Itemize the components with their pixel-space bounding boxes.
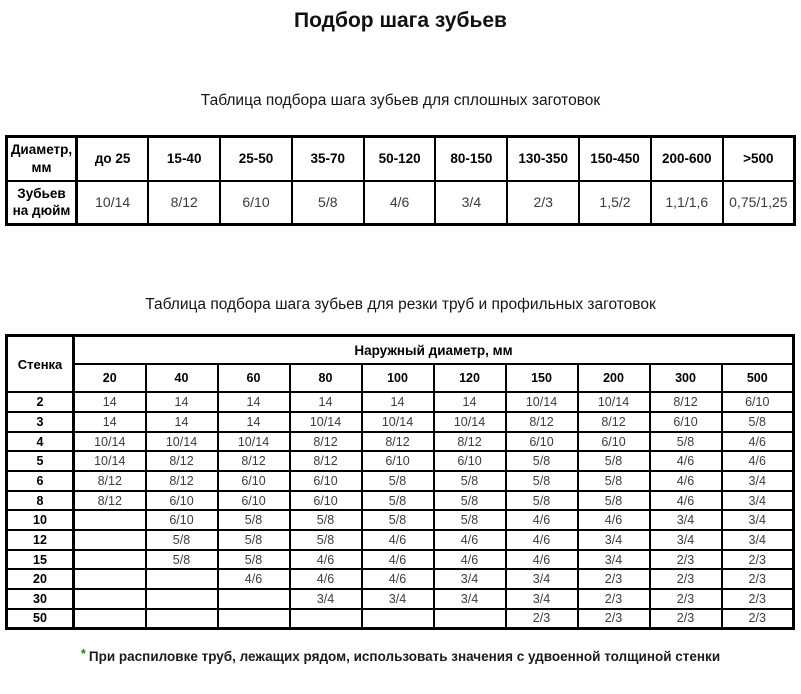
solid-table-header-label: Диаметр, мм	[7, 137, 77, 181]
tube-table-value-cell: 3/4	[290, 589, 362, 609]
tube-table-value-cell: 8/12	[218, 451, 290, 471]
tube-table-row	[7, 609, 794, 629]
tube-table-value-cell: 3/4	[722, 491, 794, 511]
tube-table-value-cell: 3/4	[722, 530, 794, 550]
tube-table-column-header: 120	[434, 364, 506, 392]
tube-table-value-cell: 14	[434, 392, 506, 412]
tube-table-value-cell: 6/10	[434, 451, 506, 471]
tube-table-value-cell: 3/4	[650, 510, 722, 530]
tube-table-value-cell: 2/3	[578, 609, 650, 629]
tube-table-row-label: 20	[7, 569, 74, 589]
tube-table-value-cell: 8/12	[362, 432, 434, 452]
tube-table-value-cell: 2/3	[578, 569, 650, 589]
tube-table-value-cell: 6/10	[578, 432, 650, 452]
tube-table-value-cell: 3/4	[722, 471, 794, 491]
tube-table-value-cell: 10/14	[578, 392, 650, 412]
solid-table	[5, 135, 796, 226]
tube-table-value-cell: 4/6	[506, 530, 578, 550]
solid-table-row-label: Зубьев на дюйм	[7, 181, 77, 225]
tube-table-column-header: 40	[146, 364, 218, 392]
tube-table-value-cell: 10/14	[290, 412, 362, 432]
tube-table-row	[7, 412, 794, 432]
tube-table-row-label: 15	[7, 550, 74, 570]
tube-table-column-header: 100	[362, 364, 434, 392]
tube-table-value-cell: 10/14	[362, 412, 434, 432]
tube-table-value-cell: 4/6	[290, 550, 362, 570]
tube-table-subheader-row	[7, 364, 794, 392]
footnote	[0, 646, 801, 664]
solid-table-column-header: до 25	[77, 137, 149, 181]
tube-table-value-cell: 8/12	[74, 491, 146, 511]
tube-table-value-cell	[146, 589, 218, 609]
tube-table-value-cell: 3/4	[506, 589, 578, 609]
tube-table-row-label: 8	[7, 491, 74, 511]
tube-table-value-cell: 3/4	[434, 589, 506, 609]
tube-table-value-cell: 5/8	[218, 510, 290, 530]
tube-table-value-cell: 8/12	[290, 451, 362, 471]
tube-table-group-row	[7, 336, 794, 365]
tube-table-value-cell: 5/8	[146, 550, 218, 570]
solid-table-column-header: 130-350	[507, 137, 579, 181]
tube-table-value-cell	[74, 609, 146, 629]
solid-table-header-row	[7, 137, 795, 181]
solid-table-column-header: 15-40	[148, 137, 220, 181]
tube-table-value-cell: 3/4	[722, 510, 794, 530]
tube-table-value-cell: 4/6	[362, 530, 434, 550]
tube-table-row-label: 4	[7, 432, 74, 452]
tube-table-value-cell	[218, 609, 290, 629]
tube-table-value-cell: 5/8	[578, 471, 650, 491]
tube-table-value-cell: 10/14	[74, 451, 146, 471]
tube-table-value-cell: 3/4	[650, 530, 722, 550]
solid-table-value-cell: 1,5/2	[579, 181, 651, 225]
tube-table-value-cell	[74, 550, 146, 570]
tube-table-value-cell: 5/8	[506, 451, 578, 471]
tube-table-row	[7, 530, 794, 550]
tube-table-value-cell: 2/3	[722, 589, 794, 609]
tube-table-column-header: 200	[578, 364, 650, 392]
tube-table-value-cell: 8/12	[650, 392, 722, 412]
tube-table-column-header: 20	[74, 364, 146, 392]
tube-table-value-cell: 10/14	[506, 392, 578, 412]
tube-table-value-cell: 14	[290, 392, 362, 412]
footnote-asterisk: *	[80, 646, 86, 661]
tube-table-row-label: 3	[7, 412, 74, 432]
tube-table-value-cell: 10/14	[434, 412, 506, 432]
tube-table-value-cell: 5/8	[146, 530, 218, 550]
tube-table-value-cell: 5/8	[434, 471, 506, 491]
tube-table-value-cell: 4/6	[362, 569, 434, 589]
tube-table-value-cell: 2/3	[506, 609, 578, 629]
tube-table-corner-label: Стенка	[7, 336, 74, 393]
tube-table-value-cell: 2/3	[650, 589, 722, 609]
tube-table-value-cell	[74, 569, 146, 589]
tube-table-value-cell: 4/6	[434, 530, 506, 550]
solid-table-column-header: 50-120	[364, 137, 436, 181]
tube-table-value-cell	[218, 589, 290, 609]
tube-table-value-cell: 14	[146, 412, 218, 432]
tube-table-value-cell	[362, 609, 434, 629]
page-title: Подбор шага зубьев	[294, 9, 507, 32]
tube-table-value-cell: 6/10	[722, 392, 794, 412]
tube-table-value-cell: 8/12	[146, 471, 218, 491]
tube-table-row	[7, 589, 794, 609]
tube-table-column-header: 60	[218, 364, 290, 392]
tube-table-value-cell: 5/8	[434, 491, 506, 511]
tube-table-value-cell: 2/3	[650, 609, 722, 629]
tube-table-value-cell: 3/4	[578, 550, 650, 570]
tube-table-value-cell: 3/4	[362, 589, 434, 609]
solid-table-value-cell: 5/8	[292, 181, 364, 225]
tube-table-value-cell: 8/12	[146, 451, 218, 471]
tube-table-row-label: 30	[7, 589, 74, 609]
tube-table-row	[7, 550, 794, 570]
tube-table-value-cell: 2/3	[722, 550, 794, 570]
tube-table-row	[7, 471, 794, 491]
tube-table-value-cell: 6/10	[290, 471, 362, 491]
solid-table-column-header: 200-600	[651, 137, 723, 181]
tube-table-value-cell: 2/3	[650, 550, 722, 570]
tube-table-value-cell: 4/6	[290, 569, 362, 589]
tube-table-value-cell: 10/14	[74, 432, 146, 452]
tube-table-value-cell: 8/12	[74, 471, 146, 491]
tube-table	[5, 334, 795, 630]
tube-table-value-cell: 6/10	[506, 432, 578, 452]
tube-table-value-cell: 5/8	[722, 412, 794, 432]
tube-table-value-cell	[146, 609, 218, 629]
tube-table-row-label: 12	[7, 530, 74, 550]
solid-table-value-cell: 8/12	[148, 181, 220, 225]
tube-table-row-label: 6	[7, 471, 74, 491]
solid-table-column-header: 80-150	[435, 137, 507, 181]
tube-table-row	[7, 392, 794, 412]
tube-table-value-cell: 2/3	[650, 569, 722, 589]
tube-table-value-cell: 6/10	[650, 412, 722, 432]
tube-table-value-cell: 14	[146, 392, 218, 412]
tube-table-value-cell: 8/12	[290, 432, 362, 452]
tube-table-value-cell: 14	[218, 412, 290, 432]
tube-table-body	[7, 336, 794, 629]
tube-table-value-cell: 5/8	[506, 491, 578, 511]
tube-table-row-label: 2	[7, 392, 74, 412]
tube-table-column-header: 80	[290, 364, 362, 392]
solid-table-column-header: 150-450	[579, 137, 651, 181]
tube-table-row	[7, 569, 794, 589]
tube-table-value-cell: 14	[362, 392, 434, 412]
tube-table-group-header: Наружный диаметр, мм	[74, 336, 794, 365]
tube-table-row	[7, 432, 794, 452]
solid-table-value-cell: 10/14	[77, 181, 149, 225]
tube-table-value-cell: 4/6	[650, 491, 722, 511]
tube-table-value-cell: 4/6	[722, 432, 794, 452]
tube-table-value-cell: 5/8	[650, 432, 722, 452]
tube-table-value-cell: 4/6	[506, 550, 578, 570]
solid-table-column-header: 35-70	[292, 137, 364, 181]
tube-table-value-cell: 5/8	[290, 510, 362, 530]
tube-table-value-cell: 2/3	[722, 609, 794, 629]
solid-table-column-header: >500	[723, 137, 795, 181]
tube-table-value-cell: 5/8	[362, 471, 434, 491]
solid-table-caption: Таблица подбора шага зубьев для сплошных заготовок	[200, 92, 601, 109]
tube-table-value-cell: 4/6	[362, 550, 434, 570]
tube-table-value-cell: 4/6	[650, 451, 722, 471]
solid-table-value-cell: 6/10	[220, 181, 292, 225]
tube-table-value-cell: 4/6	[218, 569, 290, 589]
tube-table-row-label: 10	[7, 510, 74, 530]
tube-table-value-cell	[290, 609, 362, 629]
footnote-text: При распиловке труб, лежащих рядом, использовать значения с удвоенной толщиной стенки	[88, 649, 721, 664]
tube-table-column-header: 150	[506, 364, 578, 392]
tube-table-row-label: 5	[7, 451, 74, 471]
tube-table-value-cell: 5/8	[362, 491, 434, 511]
tube-table-column-header: 300	[650, 364, 722, 392]
tube-table-value-cell: 4/6	[578, 510, 650, 530]
tube-table-value-cell: 6/10	[146, 510, 218, 530]
tube-table-value-cell: 14	[74, 392, 146, 412]
tube-table-value-cell	[74, 530, 146, 550]
tube-table-value-cell: 5/8	[218, 530, 290, 550]
tube-table-value-cell: 5/8	[506, 471, 578, 491]
tube-table-value-cell: 3/4	[578, 530, 650, 550]
tube-table-value-cell: 5/8	[218, 550, 290, 570]
tube-table-value-cell: 5/8	[362, 510, 434, 530]
solid-table-column-header: 25-50	[220, 137, 292, 181]
tube-table-value-cell: 6/10	[362, 451, 434, 471]
tube-table-value-cell	[74, 510, 146, 530]
solid-table-value-cell: 0,75/1,25	[723, 181, 795, 225]
tube-table-value-cell: 8/12	[434, 432, 506, 452]
tube-table-value-cell: 4/6	[506, 510, 578, 530]
tube-table-value-cell	[146, 569, 218, 589]
tube-table-value-cell: 3/4	[434, 569, 506, 589]
tube-table-value-cell: 4/6	[434, 550, 506, 570]
tube-table-row	[7, 510, 794, 530]
tube-table-value-cell: 10/14	[146, 432, 218, 452]
tube-table-value-cell	[434, 609, 506, 629]
tube-table-value-cell: 5/8	[434, 510, 506, 530]
tube-table-column-header: 500	[722, 364, 794, 392]
solid-table-value-cell: 1,1/1,6	[651, 181, 723, 225]
tube-table-value-cell: 5/8	[578, 451, 650, 471]
tube-table-value-cell: 5/8	[290, 530, 362, 550]
tube-table-row-label: 50	[7, 609, 74, 629]
solid-table-value-row	[7, 181, 795, 225]
tube-table-value-cell: 14	[218, 392, 290, 412]
tube-table-row	[7, 491, 794, 511]
tube-table-value-cell: 4/6	[650, 471, 722, 491]
tube-table-value-cell: 4/6	[722, 451, 794, 471]
solid-table-value-cell: 4/6	[364, 181, 436, 225]
tube-table-value-cell: 6/10	[290, 491, 362, 511]
tube-table-value-cell: 6/10	[218, 491, 290, 511]
solid-table-value-cell: 2/3	[507, 181, 579, 225]
tube-table-value-cell: 6/10	[146, 491, 218, 511]
tube-table-value-cell: 10/14	[218, 432, 290, 452]
tube-table-value-cell: 8/12	[506, 412, 578, 432]
tube-table-value-cell: 3/4	[506, 569, 578, 589]
tube-table-row	[7, 451, 794, 471]
tube-table-value-cell: 8/12	[578, 412, 650, 432]
tube-table-value-cell: 2/3	[722, 569, 794, 589]
tube-table-value-cell: 6/10	[218, 471, 290, 491]
tube-table-value-cell: 2/3	[578, 589, 650, 609]
tube-table-value-cell	[74, 589, 146, 609]
tube-table-value-cell: 14	[74, 412, 146, 432]
tube-table-caption: Таблица подбора шага зубьев для резки труб и профильных заготовок	[145, 296, 656, 313]
tube-table-value-cell: 5/8	[578, 491, 650, 511]
solid-table-value-cell: 3/4	[435, 181, 507, 225]
